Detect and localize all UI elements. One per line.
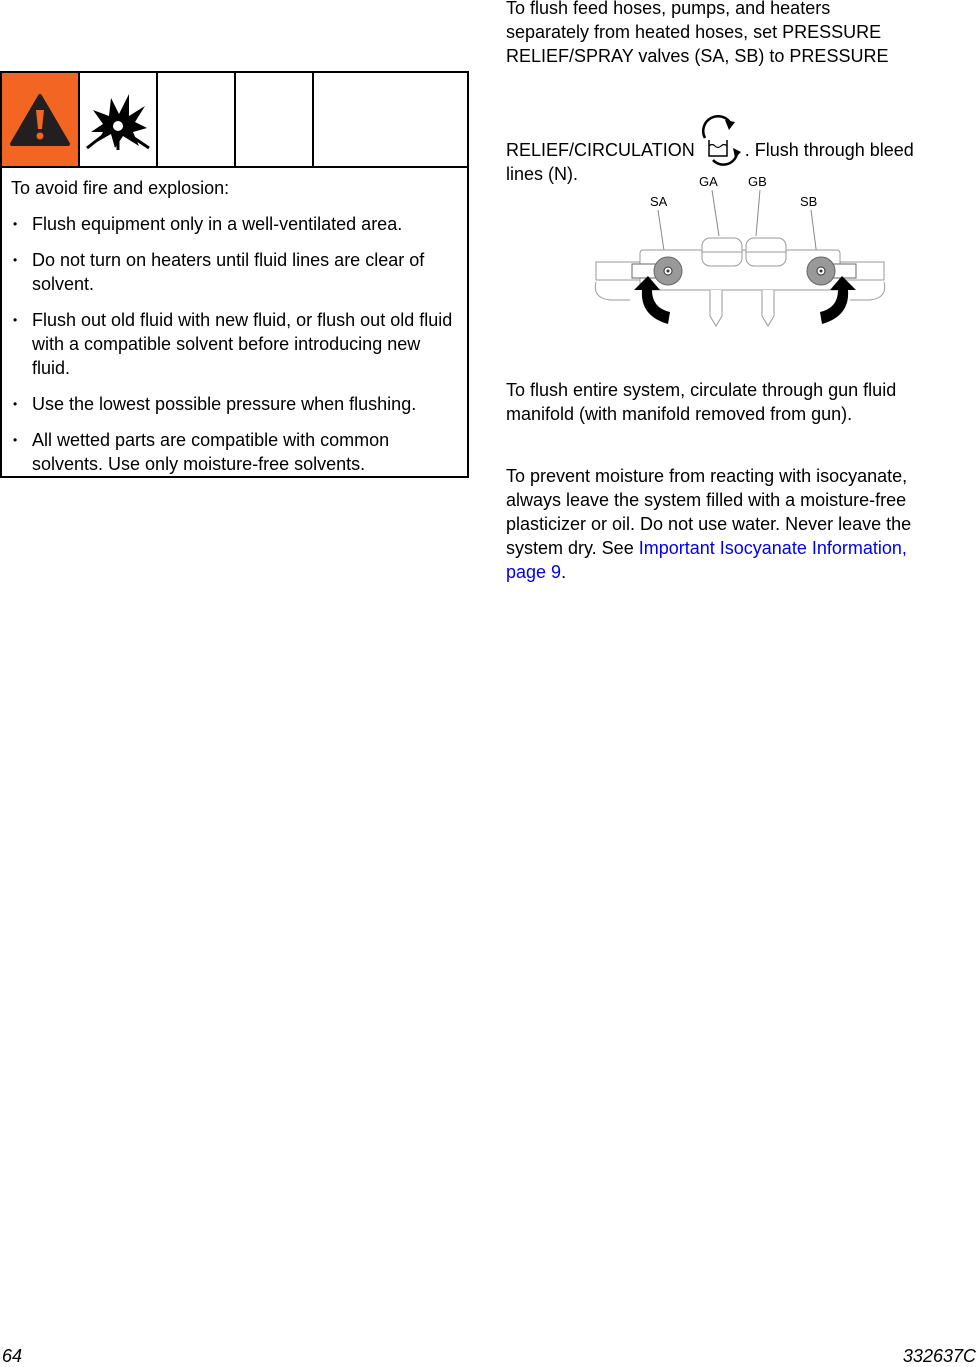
warning-icon-cell	[2, 73, 80, 166]
flush-line: . Flush through bleed	[744, 140, 914, 160]
warning-item: • All wetted parts are compatible with common solvents. Use only moisture-free solvents.	[11, 428, 459, 476]
warning-icon-row	[2, 73, 467, 168]
flush-feed-paragraph	[506, 0, 966, 186]
fire-explosion-icon	[85, 90, 151, 150]
moisture-text: To prevent moisture from reacting with isocyanate, always leave the system filled with a moisture-free plasticizer or oil. Do not use water. Never leave the system dry. See	[506, 466, 912, 558]
flush-line: RELIEF/CIRCULATION	[506, 140, 695, 160]
warning-item: • Do not turn on heaters until fluid lines are clear of solvent.	[11, 248, 459, 296]
fire-explosion-warning-box	[0, 71, 469, 478]
warning-item: • Use the lowest possible pressure when flushing.	[11, 392, 459, 416]
label-ga: GA	[699, 174, 718, 189]
flush-system-paragraph: To flush entire system, circulate through gun fluid manifold (with manifold removed from gun).	[506, 380, 897, 424]
page-number: 64	[2, 1346, 23, 1366]
circulation-icon	[695, 110, 743, 168]
label-gb: GB	[748, 174, 767, 189]
warning-triangle-icon	[9, 93, 71, 147]
warning-item: • Flush out old fluid with new fluid, or flush out old fluid with a compatible solvent before introducing new fluid.	[11, 308, 459, 380]
valve-sb	[807, 257, 856, 285]
label-sa: SA	[650, 194, 668, 209]
moisture-end: .	[561, 562, 567, 582]
document-number: 332637C	[902, 1346, 976, 1366]
explosion-icon-cell	[80, 73, 158, 166]
flush-line-relief	[506, 104, 966, 162]
empty-icon-cell	[158, 73, 236, 166]
flush-line: RELIEF/SPRAY valves (SA, SB) to PRESSURE	[506, 46, 889, 66]
warning-text	[2, 168, 467, 476]
warning-item: • Flush equipment only in a well-ventilated area.	[11, 212, 459, 236]
flush-line: lines (N).	[506, 164, 579, 184]
label-sb: SB	[800, 194, 818, 209]
warning-list	[11, 212, 459, 476]
isocyanate-info-link[interactable]: Important Isocyanate Information, page 9	[506, 538, 907, 582]
empty-icon-cell	[236, 73, 314, 166]
warning-intro: To avoid fire and explosion:	[11, 178, 230, 198]
moisture-note-paragraph	[506, 464, 926, 584]
pressure-relief-valves-diagram	[590, 166, 890, 331]
empty-icon-cell	[314, 73, 467, 166]
flush-line: separately from heated hoses, set PRESSURE	[506, 22, 882, 42]
flush-line: To flush feed hoses, pumps, and heaters	[506, 0, 831, 18]
